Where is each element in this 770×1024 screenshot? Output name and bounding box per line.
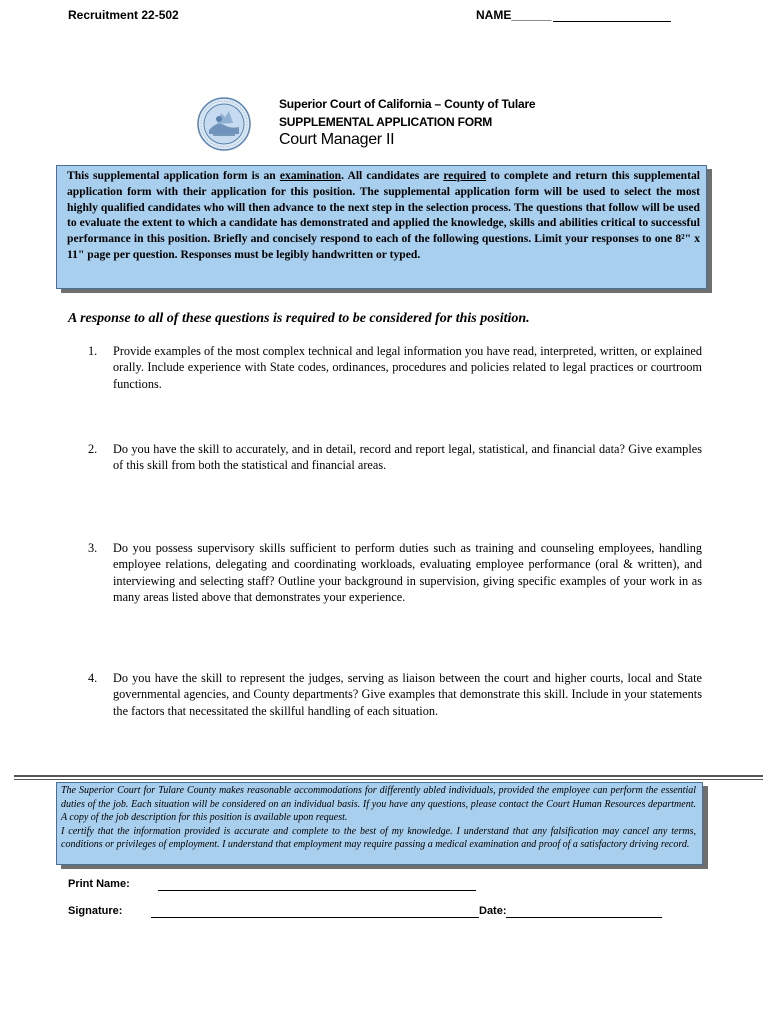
instructions-box xyxy=(56,165,707,289)
question-1 xyxy=(88,343,702,392)
divider xyxy=(14,779,763,780)
question-number: 3. xyxy=(88,541,98,555)
instructions-text: This supplemental application form is an xyxy=(67,169,280,182)
question-4 xyxy=(88,670,702,719)
question-number: 4. xyxy=(88,671,98,685)
signature-label: Signature: xyxy=(68,905,123,917)
name-field[interactable] xyxy=(476,8,671,22)
instructions-text: . All candidates are xyxy=(341,169,444,182)
date-field[interactable] xyxy=(506,917,662,918)
date-label: Date: xyxy=(479,905,507,917)
instructions-text: to complete and return this supplemental application form with their application for this position. The supplemental application form will be used to select the most highly qualified candidates who will then advance to the next step in the selection process. The questions that follow will be used to evaluate the extent to which a candidate has demonstrated and applied the knowledge, skills and abilities critical to successful performance in this position. Briefly and concisely respond to each of the following questions. Limit your responses to one 8²" x 11" page per question. Responses must be legibly handwritten or typed. xyxy=(67,169,700,261)
question-text: Do you have the skill to represent the judges, serving as liaison between the court and higher courts, local and State governmental agencies, and County departments? Give examples that demonstrate this skill. Include in your statements the factors that necessitated the skillful handling of each situation. xyxy=(113,671,702,718)
certification-statement: I certify that the information provided is accurate and complete to the best of my knowledge. I understand that any falsification may cancel any terms, conditions or privileges of employment. I understand that employment may require passing a medical examination and proof of a satisfactory driving record. xyxy=(61,825,696,850)
name-line[interactable] xyxy=(553,9,671,22)
print-name-label: Print Name: xyxy=(68,878,130,890)
recruitment-number: Recruitment 22-502 xyxy=(68,8,179,22)
name-label: NAME______ xyxy=(476,8,552,22)
required-note: A response to all of these questions is required to be considered for this position. xyxy=(68,311,530,326)
form-title: SUPPLEMENTAL APPLICATION FORM xyxy=(279,115,493,129)
question-text: Do you have the skill to accurately, and in detail, record and report legal, statistical, and financial data? Give examples of this skill from both the statistical and financial areas. xyxy=(113,442,702,473)
signature-field[interactable] xyxy=(151,917,479,918)
court-seal-icon xyxy=(197,97,251,151)
accommodation-notice: The Superior Court for Tulare County makes reasonable accommodations for differently abled individuals, provided the employee can perform the essential duties of the job. Each situation will be considered on an individual basis. If you have any questions, please contact the Court Human Resources department. A copy of the job description for this position is available upon request. xyxy=(61,785,696,823)
notice-box xyxy=(56,782,703,865)
question-number: 2. xyxy=(88,442,98,456)
question-text: Do you possess supervisory skills sufficient to perform duties such as training and counseling employees, handling employee relations, delegating and coordinating workloads, evaluating employee performance (oral & written), and interviewing and selecting staff? Outline your background in supervision, giving specific examples of your work in as many areas listed above that demonstrates your experience. xyxy=(113,541,702,605)
question-number: 1. xyxy=(88,344,98,358)
required-emphasis: required xyxy=(443,169,487,182)
question-3 xyxy=(88,540,702,606)
divider xyxy=(14,775,763,777)
examination-emphasis: examination xyxy=(279,169,342,182)
print-name-field[interactable] xyxy=(158,890,476,891)
position-title: Court Manager II xyxy=(279,131,395,148)
question-2 xyxy=(88,441,702,474)
question-text: Provide examples of the most complex technical and legal information you have read, interpreted, written, or explained orally. Include experience with State codes, ordinances, procedures and policies related to legal practices or courtroom functions. xyxy=(113,344,702,391)
court-name: Superior Court of California – County of Tulare xyxy=(279,97,536,111)
